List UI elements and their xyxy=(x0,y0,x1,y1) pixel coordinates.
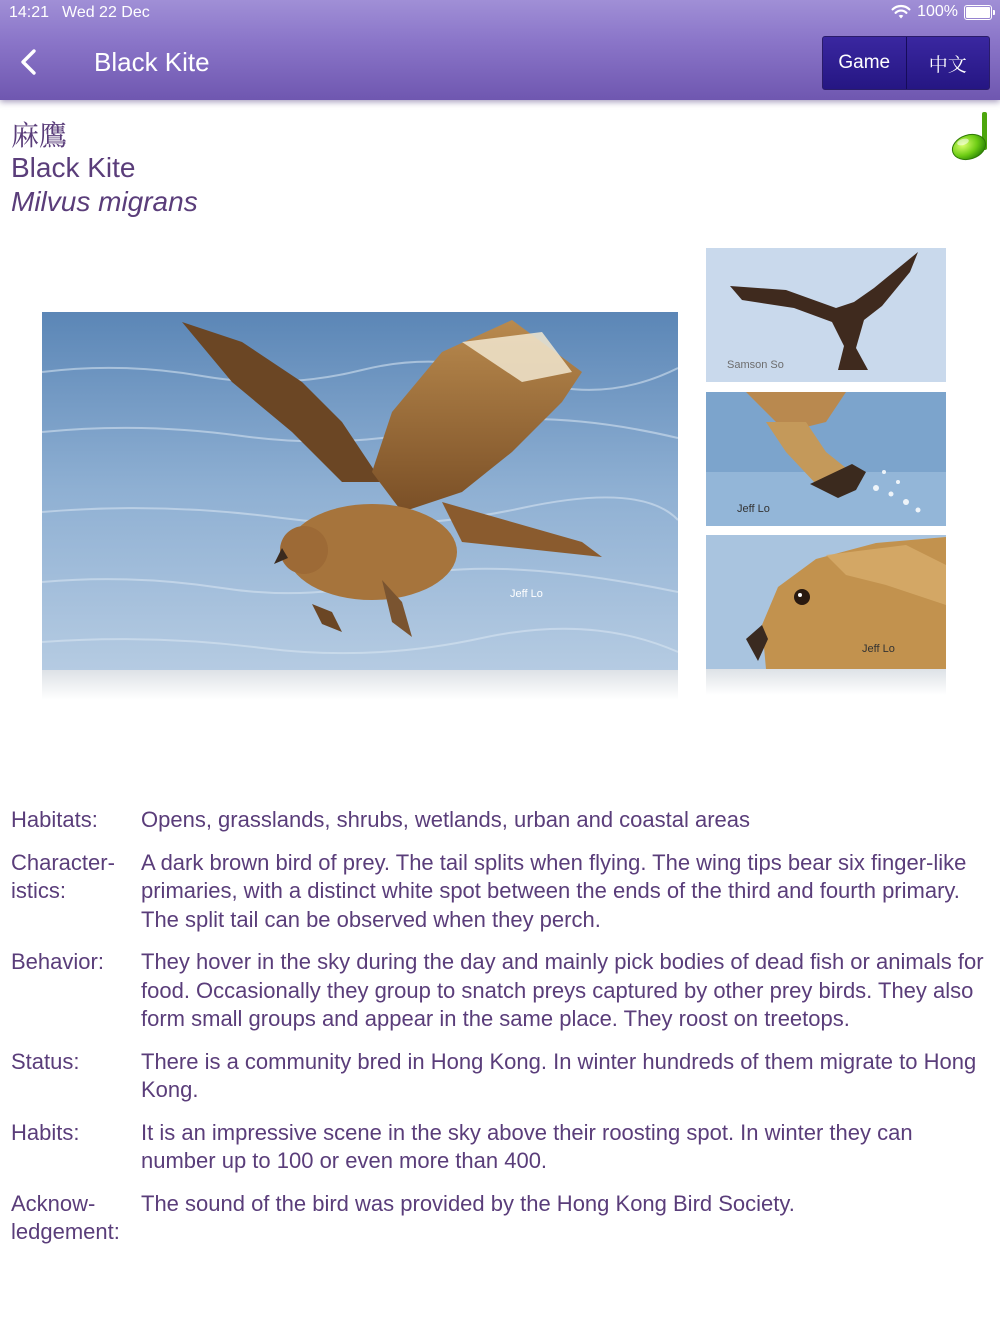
detail-label: Behavior: xyxy=(11,949,104,974)
detail-label: Character- istics: xyxy=(11,849,115,903)
photo-credit: Jeff Lo xyxy=(862,643,895,655)
header-button-group xyxy=(822,36,990,90)
page-title: Black Kite xyxy=(94,47,210,77)
kite-over-water-image xyxy=(42,312,678,670)
game-button[interactable]: Game xyxy=(838,52,891,73)
thumbnail-photo-2[interactable] xyxy=(706,392,946,526)
bird-details xyxy=(11,806,991,1261)
detail-row-habits xyxy=(11,1119,991,1176)
bird-name-english: Black Kite xyxy=(11,152,136,183)
detail-text: It is an impressive scene in the sky above their roosting spot. In winter they can number up to 100 or even more than 400. xyxy=(141,1119,913,1173)
back-button[interactable] xyxy=(14,44,50,82)
bird-name-scientific: Milvus migrans xyxy=(11,186,198,217)
detail-text: There is a community bred in Hong Kong. In winter hundreds of them migrate to Hong Kong. xyxy=(141,1048,977,1102)
detail-row-status xyxy=(11,1048,991,1105)
detail-label: Acknow- ledgement: xyxy=(11,1190,120,1244)
kite-head-closeup-image xyxy=(706,535,946,669)
status-time: 14:21 xyxy=(9,4,50,21)
detail-label: Status: xyxy=(11,1048,80,1074)
detail-label: Habits: xyxy=(11,1119,80,1145)
main-bird-photo[interactable] xyxy=(42,312,678,670)
battery-percent: 100% xyxy=(917,3,958,20)
detail-row-behavior xyxy=(11,948,991,1034)
photo-credit: Samson So xyxy=(727,359,784,371)
photo-credit: Jeff Lo xyxy=(510,588,543,600)
music-note-icon[interactable] xyxy=(948,108,992,162)
thumbnail-photo-1[interactable] xyxy=(706,248,946,382)
navigation-bar xyxy=(0,0,1000,100)
detail-row-acknowledgement xyxy=(11,1190,991,1247)
detail-text: A dark brown bird of prey. The tail splits when flying. The wing tips bear six finger-like primaries, with a distinct white spot between the ends of the third and fourth primary. The split tail can be observed when they perch. xyxy=(141,849,967,932)
bird-name-chinese: 麻鷹 xyxy=(11,120,68,151)
main-photo-reflection xyxy=(42,670,678,700)
thumbnail-reflection xyxy=(706,669,946,695)
detail-text: They hover in the sky during the day and mainly pick bodies of dead fish or animals for food. Occasionally they group to snatch preys captured by other prey birds. They also form small groups and appear in the same place. They roost on treetops. xyxy=(141,949,984,1031)
chevron-left-icon xyxy=(14,44,50,82)
wifi-icon xyxy=(891,4,911,20)
detail-row-characteristics xyxy=(11,849,991,935)
battery-icon xyxy=(964,5,992,20)
detail-label: Habitats: xyxy=(11,807,98,832)
detail-text: Opens, grasslands, shrubs, wetlands, urban and coastal areas xyxy=(141,807,751,832)
status-date: Wed 22 Dec xyxy=(62,4,150,21)
status-indicators xyxy=(891,3,992,21)
language-button[interactable]: 中文 xyxy=(906,37,990,89)
thumbnail-photo-3[interactable] xyxy=(706,535,946,669)
detail-row-habitats xyxy=(11,806,991,835)
photo-credit: Jeff Lo xyxy=(737,503,770,515)
detail-text: The sound of the bird was provided by the Hong Kong Bird Society. xyxy=(141,1190,795,1216)
